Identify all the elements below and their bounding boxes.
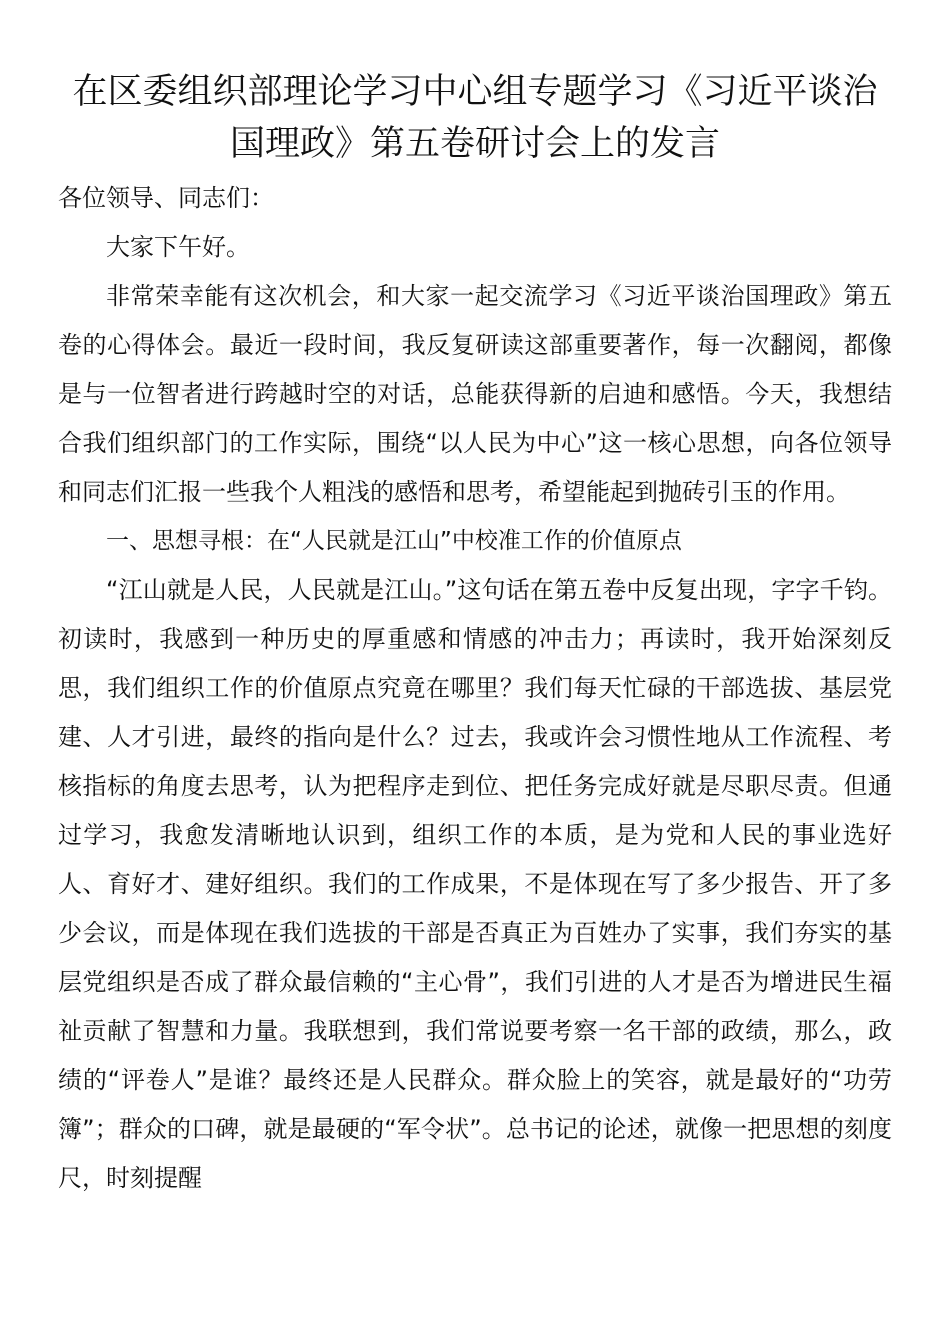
intro-paragraph: 非常荣幸能有这次机会，和大家一起交流学习《习近平谈治国理政》第五卷的心得体会。最近一段时间，我反复研读这部重要著作，每一次翻阅，都像是与一位智者进行跨越时空的对话，总能获得新的启迪和感悟。今天，我想结合我们组织部门的工作实际，围绕“以人民为中心”这一核心思想，向各位领导和同志们汇报一些我个人粗浅的感悟和思考，希望能起到抛砖引玉的作用。 bbox=[58, 282, 892, 506]
greeting-paragraph: 大家下午好。 bbox=[106, 233, 250, 261]
document-title: 在区委组织部理论学习中心组专题学习《习近平谈治国理政》第五卷研讨会上的发言 bbox=[72, 72, 878, 164]
section-heading: 一、思想寻根：在“人民就是江山”中校准工作的价值原点 bbox=[106, 528, 682, 554]
salutation: 各位领导、同志们： bbox=[58, 184, 274, 212]
document-page bbox=[58, 66, 892, 1203]
section-body-paragraph: “江山就是人民，人民就是江山。”这句话在第五卷中反复出现，字字千钧。初读时，我感到一种历史的厚重感和情感的冲击力；再读时，我开始深刻反思，我们组织工作的价值原点究竟在哪里？我们每天忙碌的干部选拔、基层党建、人才引进，最终的指向是什么？过去，我或许会习惯性地从工作流程、考核指标的角度去思考，认为把程序走到位、把任务完成好就是尽职尽责。但通过学习，我愈发清晰地认识到，组织工作的本质，是为党和人民的事业选好人、育好才、建好组织。我们的工作成果，不是体现在写了多少报告、开了多少会议，而是体现在我们选拔的干部是否真正为百姓办了实事，我们夯实的基层党组织是否成了群众最信赖的“主心骨”，我们引进的人才是否为增进民生福祉贡献了智慧和力量。我联想到，我们常说要考察一名干部的政绩，那么，政绩的“评卷人”是谁？最终还是人民群众。群众脸上的笑容，就是最好的“功劳簿”；群众的口碑，就是最硬的“军令状”。总书记的论述，就像一把思想的刻度尺，时刻提醒 bbox=[58, 576, 892, 1192]
